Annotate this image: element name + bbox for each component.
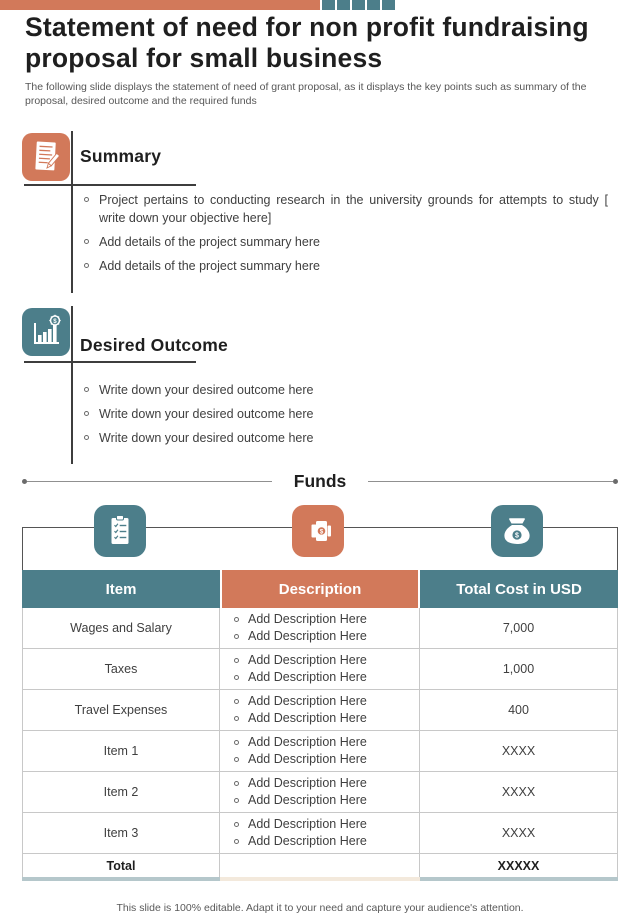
header-cell-total-cost: Total Cost in USD [420,570,618,608]
summary-section [22,133,618,293]
divider-dot [613,479,618,484]
bullet-item [84,191,608,227]
desired-outcome-vertical-line [71,306,73,464]
bullet-item [84,257,608,275]
item-cell: Item 1 [23,731,220,771]
description-text: Add Description Here [248,612,367,626]
summary-title: Summary [80,146,162,166]
bullet-marker [234,658,239,663]
description-text: Add Description Here [248,776,367,790]
description-text: Add Description Here [248,735,367,749]
summary-vertical-line [71,131,73,293]
table-row [22,649,618,690]
funds-icon-tile [94,505,146,557]
top-bar-square [337,0,350,10]
summary-underline [24,184,196,186]
summary-icon-tile [22,133,70,181]
cost-cell: 400 [508,703,529,717]
bullet-text: Write down your desired outcome here [99,407,314,421]
bullet-marker [234,634,239,639]
funds-divider [22,468,618,494]
desired-outcome-underline [24,361,196,363]
description-cell [220,649,420,689]
cost-cell: 1,000 [502,662,535,676]
desired-outcome-icon-tile [22,308,70,356]
chart-gear-icon [22,308,70,356]
description-text: Add Description Here [248,629,367,643]
description-text: Add Description Here [248,752,367,766]
description-text: Add Description Here [248,653,367,667]
bullet-marker [234,675,239,680]
bullet-marker [84,435,89,440]
description-cell [220,813,420,853]
table-row [22,731,618,772]
description-line [234,669,367,686]
cost-cell: XXXX [501,826,536,840]
bullet-item [84,429,608,447]
description-line [234,710,367,727]
description-line [234,751,367,768]
table-row [22,813,618,854]
funds-table [22,570,618,881]
item-cell: Travel Expenses [23,690,220,730]
page-subtitle: The following slide displays the statement of need of grant proposal, as it displays the key points such as summary of the proposal, desired outcome and the required funds [25,81,587,108]
top-bar-square [367,0,380,10]
description-line [234,611,367,628]
item-cell: Wages and Salary [23,608,220,648]
desired-outcome-section [22,308,618,468]
top-bar-square [382,0,395,10]
checklist-icon [94,505,146,557]
table-row [22,690,618,731]
description-line [234,833,367,850]
bullet-marker [84,411,89,416]
bullet-marker [84,263,89,268]
funds-icon-tile [491,505,543,557]
description-line [234,775,367,792]
bullet-marker [234,798,239,803]
top-accent-bar [0,0,640,10]
description-line [234,816,367,833]
svg-text:$: $ [319,529,324,536]
svg-text:$: $ [53,317,57,325]
description-text: Add Description Here [248,694,367,708]
description-cell [220,731,420,771]
cost-cell: XXXX [501,785,536,799]
funds-icon-tile [292,505,344,557]
top-bar-orange-segment [0,0,320,10]
bullet-marker [234,716,239,721]
bullet-marker [234,839,239,844]
table-row [22,772,618,813]
total-value-cell: XXXXX [497,858,540,873]
total-description-cell [220,854,420,877]
table-total-row [22,854,618,877]
top-bar-square [352,0,365,10]
description-line [234,792,367,809]
description-cell [220,690,420,730]
cost-cell: XXXX [501,744,536,758]
description-text: Add Description Here [248,793,367,807]
description-text: Add Description Here [248,670,367,684]
description-line [234,652,367,669]
desired-outcome-bullet-list [84,381,608,453]
svg-text:$: $ [515,532,519,540]
description-line [234,628,367,645]
description-line [234,734,367,751]
table-row [22,608,618,649]
bottom-accent-segment [420,877,618,881]
slide-footer: This slide is 100% editable. Adapt it to your need and capture your audience's attention. [116,902,524,914]
header-cell-item: Item [22,570,220,608]
funds-title: Funds [293,470,347,491]
desired-outcome-title: Desired Outcome [80,335,228,355]
header-cell-description: Description [220,570,420,608]
item-cell: Item 2 [23,772,220,812]
bullet-item [84,405,608,423]
notepad-pencil-icon [22,133,70,181]
bullet-text: Write down your desired outcome here [99,383,314,397]
description-text: Add Description Here [248,711,367,725]
bullet-marker [84,197,89,202]
bullet-text: Add details of the project summary here [99,259,320,273]
bullet-marker [234,617,239,622]
bottom-accent-segment [22,877,220,881]
divider-line [27,481,272,482]
bullet-text: Project pertains to conducting research in the university grounds for attempts to study [ write down your objective here] [99,193,608,225]
bullet-marker [234,757,239,762]
item-cell: Item 3 [23,813,220,853]
bullet-marker [234,740,239,745]
item-cell: Taxes [23,649,220,689]
bullet-marker [234,699,239,704]
bullet-item [84,381,608,399]
cash-in-hand-icon [292,505,344,557]
bullet-text: Add details of the project summary here [99,235,320,249]
cost-cell: 7,000 [502,621,535,635]
divider-line [368,481,613,482]
table-header-row [22,570,618,608]
bullet-text: Write down your desired outcome here [99,431,314,445]
bullet-marker [234,822,239,827]
description-cell [220,608,420,648]
money-bag-icon [491,505,543,557]
description-cell [220,772,420,812]
bullet-marker [84,387,89,392]
description-line [234,693,367,710]
table-bottom-accent [22,877,618,881]
top-bar-square [322,0,335,10]
description-text: Add Description Here [248,834,367,848]
bottom-accent-segment [220,877,420,881]
bullet-item [84,233,608,251]
bullet-marker [84,239,89,244]
bullet-marker [234,781,239,786]
total-label-cell: Total [23,854,220,877]
summary-bullet-list [84,191,608,281]
page-title: Statement of need for non profit fundraising proposal for small business [25,12,589,74]
description-text: Add Description Here [248,817,367,831]
